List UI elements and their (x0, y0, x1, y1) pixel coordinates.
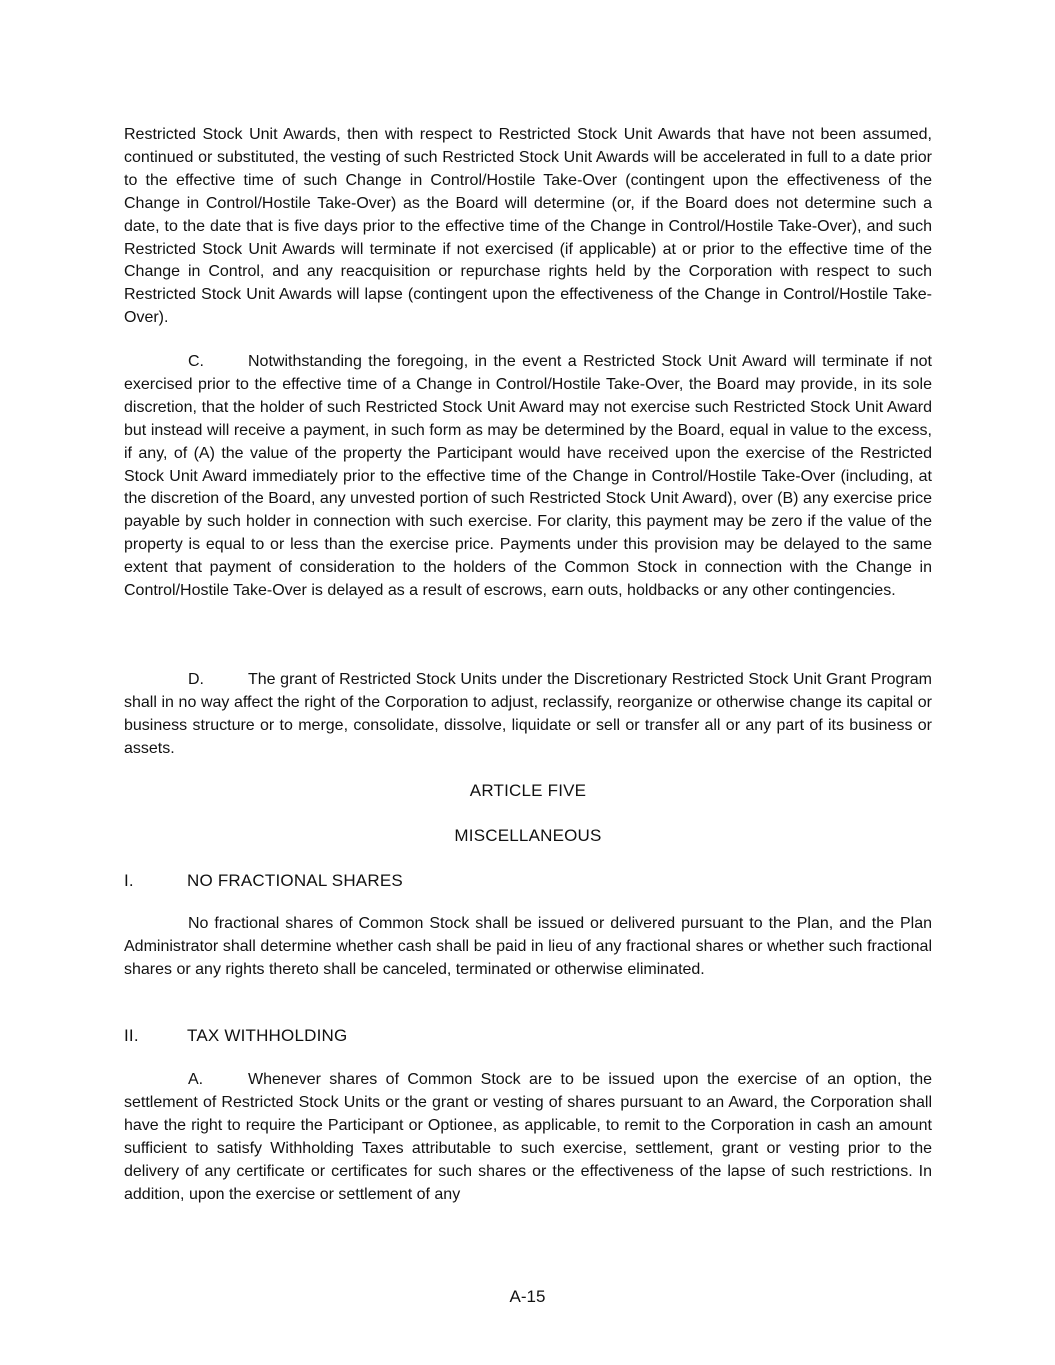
page-number: A-15 (509, 1287, 546, 1306)
section-2-number: II. (124, 1026, 139, 1045)
section-2-a-text: Whenever shares of Common Stock are to be issued upon the exercise of an option, the settlement of Restricted Stock Units or the grant or vesting of shares pursuant to an Award, the Corporation shall have the right to require the Participant or Optionee, as applicable, to remit to the Corporation in cash an amount sufficient to satisfy Withholding Taxes attributable to such exercise, settlement, grant or vesting prior to the delivery of any certificate or certificates for such shares or the effectiveness of the lapse of such restrictions. In addition, upon the exercise or settlement of any (124, 1071, 932, 1203)
paragraph-c (124, 351, 932, 603)
paragraph-d (124, 669, 932, 761)
section-heading-1 (124, 871, 403, 891)
paragraph-c-label: C. (188, 353, 204, 370)
paragraph-d-text: The grant of Restricted Stock Units under the Discretionary Restricted Stock Unit Grant Program shall in no way affect the right of the Corporation to adjust, reclassify, reorganize or otherwise change its capital or business structure or to merge, consolidate, dissolve, liquidate or sell or transfer all or any part of its business or assets. (124, 671, 932, 757)
section-2-title: TAX WITHHOLDING (187, 1026, 348, 1045)
section-1-text: No fractional shares of Common Stock shall be issued or delivered pursuant to the Plan, and the Plan Administrator shall determine whether cash shall be paid in lieu of any fractional shares or whether such fractional shares or any rights thereto shall be canceled, terminated or otherwise eliminated. (124, 915, 932, 978)
section-2-paragraph-a (124, 1069, 932, 1206)
paragraph-continued: Restricted Stock Unit Awards, then with respect to Restricted Stock Unit Awards that have not been assumed, continued or substituted, the vesting of such Restricted Stock Unit Awards will be accelerated in full to a date prior to the effective time of such Change in Control/Hostile Take-Over (contingent upon the effectiveness of the Change in Control/Hostile Take-Over) as the Board will determine (or, if the Board does not determine such a date, to the date that is five days prior to the effective time of the Change in Control/Hostile Take-Over), and such Restricted Stock Unit Awards will terminate if not exercised (if applicable) at or prior to the effective time of the Change in Control, and any reacquisition or repurchase rights held by the Corporation with respect to such Restricted Stock Unit Awards will lapse (contingent upon the effectiveness of the Change in Control/Hostile Take-Over). (124, 126, 932, 327)
paragraph-d-label: D. (188, 671, 204, 688)
article-subtitle: MISCELLANEOUS (454, 826, 602, 845)
paragraph-c-text: Notwithstanding the foregoing, in the event a Restricted Stock Unit Award will terminate if not exercised prior to the effective time of a Change in Control/Hostile Take-Over, the Board may provide, in its sole discretion, that the holder of such Restricted Stock Unit Award may not exercise such Restricted Stock Unit Award but instead will receive a payment, in such form as may be determined by the Board, equal in value to the excess, if any, of (A) the value of the property the Participant would have received upon the exercise of the Restricted Stock Unit Award immediately prior to the effective time of the Change in Control/Hostile Take-Over (including, at the discretion of the Board, any unvested portion of such Restricted Stock Unit Award), over (B) any exercise price payable by such holder in connection with such exercise. For clarity, this payment may be zero if the value of the property is equal to or less than the exercise price. Payments under this provision may be delayed to the same extent that payment of consideration to the holders of the Common Stock in connection with the Change in Control/Hostile Take-Over is delayed as a result of escrows, earn outs, holdbacks or any other contingencies. (124, 353, 932, 600)
section-1-title: NO FRACTIONAL SHARES (187, 871, 403, 890)
section-2-a-label: A. (188, 1071, 204, 1088)
section-heading-2 (124, 1026, 347, 1046)
section-1-number: I. (124, 871, 134, 890)
article-title: ARTICLE FIVE (469, 781, 587, 800)
